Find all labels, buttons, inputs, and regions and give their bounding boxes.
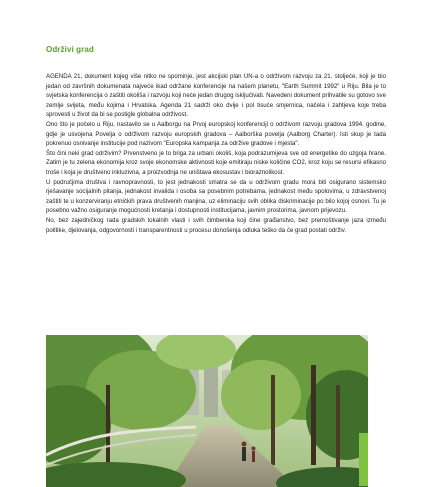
side-tab xyxy=(359,433,368,486)
paragraph-agenda-21: AGENDA 21, dokument kojeg više nitko ne spominje, jest akcijski plan UN-a o održivom razvoju za 21. stoljeće, koji je bio jedan od završnih dokumenata najveće ikad održane konferencije na našem planetu, "Earth Summit 1992" u Riju. Bila je to svjetska konferencija o zaštiti okoliša i razvoju koji neće jedan drugog isključivati. Navedeni dokument prihvatile su gotovo sve zemlje svijeta, među kojima i Hrvatska. Agenda 21 sadrži oko dvije i pol tisuće smjernica, načela i zahtjeva koje treba sprovesti u život da bi se postigle globalna održivost. xyxy=(46,73,386,119)
green-city-photo xyxy=(46,335,368,487)
paragraph-society-equality: U područjima društva i ravnopravnosti, to jest jednakosti smatra se da u održivom gradu mora biti osigurano sistemsko rješavanje socijalnih pitanja, jednakost invalida i osoba sa posebnim potrebama, jednakost među spolovima, u zdravstvenoj zaštiti te u konzerviranju etničkih prava društvenih manjina, uz eliminaciju svih oblika diskriminacije po bilo kojoj osnovi. Tu je posebno važno osiguranje mogućnosti kretanja i dostupnosti institucijama, javnim prostorima, javnom prijevozu. xyxy=(46,178,386,215)
paragraph-sustainable-city: Što čini neki grad održivim? Prvenstveno je to briga za urbani okoliš, koja podrazumijeva sve od energetike do uzgoja hrane. Zatim je tu zelena ekonomija kroz svoje ekonomske aktivnosti koje emitiraju niske količine CO2, kroz koju se resursi efikasno troše i koja je društveno inkluzivna, a proizvodnja ne uništava ekosustav i bioraznolikost. xyxy=(46,149,386,176)
section-title: Održivi grad xyxy=(46,45,94,54)
body-text xyxy=(46,72,386,235)
green-city-illustration xyxy=(46,335,368,487)
paragraph-cooperation: No, bez zajedničkog rada gradskih lokalnih vlasti i svih čimbenika koji čine građanstvo, bez premoštivanje jaza između politike, djelovanja, odgovornosti i transparentnosti u procesu donošenja odluka teško da će grad postati održiv. xyxy=(46,216,386,234)
paragraph-aalborg: Ono što je počelo u Riju, nastavilo se u Aalborgu na Prvoj europskoj konferenciji o održivom razvoju gradova 1994. godine, gdje je usvojena Povelja o održivom razvoju europskih gradova – Aalborška povelja (Aalborg Charter). Isti skup je tada pokrenuo osnivanje institucije pod nazivom "Europska kampanja za održive gradove i mjesta". xyxy=(46,120,386,148)
